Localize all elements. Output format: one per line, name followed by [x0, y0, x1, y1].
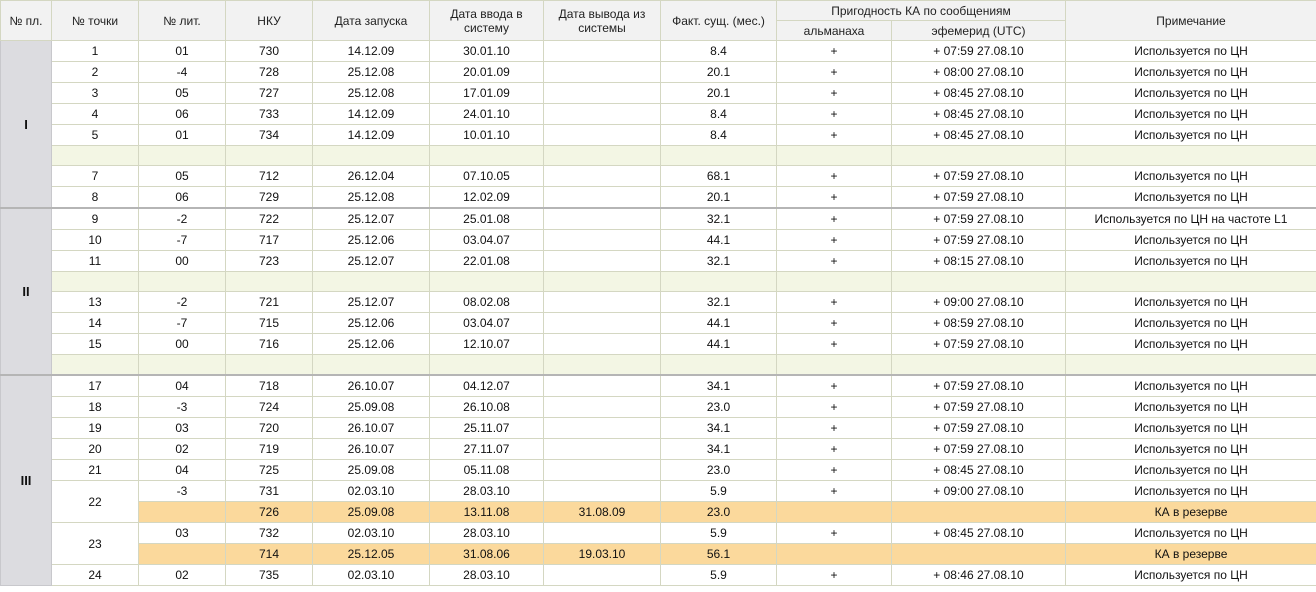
liter-cell: -2 — [139, 292, 226, 313]
commission-cell: 20.01.09 — [430, 62, 544, 83]
empty-slot-row — [1, 146, 1316, 166]
decommission-cell — [544, 375, 661, 397]
point-cell: 11 — [52, 251, 139, 272]
almanac-cell — [777, 502, 892, 523]
table-row — [1, 523, 1316, 544]
liter-cell: -2 — [139, 208, 226, 230]
nku-cell: 734 — [226, 125, 313, 146]
almanac-cell: + — [777, 125, 892, 146]
launch-cell: 25.09.08 — [313, 460, 430, 481]
commission-cell: 07.10.05 — [430, 166, 544, 187]
commission-cell: 04.12.07 — [430, 375, 544, 397]
decommission-cell — [544, 187, 661, 209]
liter-cell — [139, 544, 226, 565]
launch-cell: 14.12.09 — [313, 125, 430, 146]
liter-cell: -4 — [139, 62, 226, 83]
ephemeris-cell: + 07:59 27.08.10 — [892, 187, 1066, 209]
launch-cell: 25.12.05 — [313, 544, 430, 565]
note-cell: Используется по ЦН — [1066, 230, 1316, 251]
plane-label: II — [1, 208, 52, 375]
header-launch-date: Дата запуска — [313, 1, 430, 41]
liter-cell: 03 — [139, 418, 226, 439]
life-cell: 20.1 — [661, 62, 777, 83]
ephemeris-cell: + 07:59 27.08.10 — [892, 397, 1066, 418]
nku-cell: 732 — [226, 523, 313, 544]
decommission-cell — [544, 418, 661, 439]
commission-cell: 27.11.07 — [430, 439, 544, 460]
point-cell: 7 — [52, 166, 139, 187]
commission-cell: 28.03.10 — [430, 481, 544, 502]
note-cell: Используется по ЦН — [1066, 251, 1316, 272]
nku-cell: 714 — [226, 544, 313, 565]
ephemeris-cell: + 08:45 27.08.10 — [892, 104, 1066, 125]
almanac-cell: + — [777, 481, 892, 502]
note-cell: Используется по ЦН — [1066, 375, 1316, 397]
table-row — [1, 439, 1316, 460]
point-cell: 9 — [52, 208, 139, 230]
note-cell: Используется по ЦН — [1066, 166, 1316, 187]
ephemeris-cell: + 09:00 27.08.10 — [892, 292, 1066, 313]
commission-cell: 12.02.09 — [430, 187, 544, 209]
table-row — [1, 62, 1316, 83]
plane-label: I — [1, 41, 52, 209]
point-cell: 5 — [52, 125, 139, 146]
launch-cell: 26.10.07 — [313, 375, 430, 397]
commission-cell: 12.10.07 — [430, 334, 544, 355]
nku-cell: 725 — [226, 460, 313, 481]
liter-cell: 04 — [139, 460, 226, 481]
decommission-cell — [544, 208, 661, 230]
nku-cell: 715 — [226, 313, 313, 334]
almanac-cell — [777, 544, 892, 565]
decommission-cell — [544, 41, 661, 62]
point-cell: 21 — [52, 460, 139, 481]
header-note: Примечание — [1066, 1, 1316, 41]
commission-cell: 25.01.08 — [430, 208, 544, 230]
liter-cell: -3 — [139, 397, 226, 418]
nku-cell: 728 — [226, 62, 313, 83]
launch-cell: 26.10.07 — [313, 418, 430, 439]
launch-cell: 26.12.04 — [313, 166, 430, 187]
header-almanac: альманаха — [777, 21, 892, 41]
note-cell: Используется по ЦН — [1066, 41, 1316, 62]
table-row — [1, 104, 1316, 125]
liter-cell: -7 — [139, 313, 226, 334]
commission-cell: 10.01.10 — [430, 125, 544, 146]
commission-cell: 08.02.08 — [430, 292, 544, 313]
table-row — [1, 334, 1316, 355]
almanac-cell: + — [777, 313, 892, 334]
almanac-cell: + — [777, 334, 892, 355]
reserve-row — [1, 544, 1316, 565]
ephemeris-cell: + 08:45 27.08.10 — [892, 460, 1066, 481]
almanac-cell: + — [777, 62, 892, 83]
decommission-cell: 31.08.09 — [544, 502, 661, 523]
nku-cell: 727 — [226, 83, 313, 104]
table-row — [1, 397, 1316, 418]
decommission-cell — [544, 104, 661, 125]
decommission-cell — [544, 523, 661, 544]
table-row — [1, 83, 1316, 104]
decommission-cell — [544, 251, 661, 272]
ephemeris-cell: + 07:59 27.08.10 — [892, 334, 1066, 355]
decommission-cell — [544, 565, 661, 586]
life-cell: 5.9 — [661, 565, 777, 586]
note-cell: Используется по ЦН — [1066, 418, 1316, 439]
liter-cell: 01 — [139, 41, 226, 62]
almanac-cell: + — [777, 83, 892, 104]
liter-cell: 02 — [139, 439, 226, 460]
life-cell: 44.1 — [661, 334, 777, 355]
launch-cell: 25.12.06 — [313, 313, 430, 334]
life-cell: 34.1 — [661, 418, 777, 439]
point-cell: 20 — [52, 439, 139, 460]
life-cell: 8.4 — [661, 41, 777, 62]
point-cell: 23 — [52, 523, 139, 565]
life-cell: 8.4 — [661, 125, 777, 146]
life-cell: 32.1 — [661, 208, 777, 230]
nku-cell: 726 — [226, 502, 313, 523]
note-cell: Используется по ЦН — [1066, 565, 1316, 586]
almanac-cell: + — [777, 375, 892, 397]
table-row — [1, 481, 1316, 502]
launch-cell: 25.12.08 — [313, 62, 430, 83]
life-cell: 34.1 — [661, 375, 777, 397]
almanac-cell: + — [777, 418, 892, 439]
ephemeris-cell: + 08:45 27.08.10 — [892, 523, 1066, 544]
ephemeris-cell: + 07:59 27.08.10 — [892, 230, 1066, 251]
ephemeris-cell: + 08:59 27.08.10 — [892, 313, 1066, 334]
point-cell: 15 — [52, 334, 139, 355]
note-cell: Используется по ЦН — [1066, 523, 1316, 544]
header-plane: № пл. — [1, 1, 52, 41]
note-cell: Используется по ЦН на частоте L1 — [1066, 208, 1316, 230]
nku-cell: 721 — [226, 292, 313, 313]
ephemeris-cell: + 07:59 27.08.10 — [892, 166, 1066, 187]
point-cell: 10 — [52, 230, 139, 251]
launch-cell: 25.12.07 — [313, 292, 430, 313]
launch-cell: 25.09.08 — [313, 502, 430, 523]
decommission-cell — [544, 230, 661, 251]
ephemeris-cell: + 08:46 27.08.10 — [892, 565, 1066, 586]
point-cell: 4 — [52, 104, 139, 125]
almanac-cell: + — [777, 523, 892, 544]
life-cell: 20.1 — [661, 83, 777, 104]
commission-cell: 28.03.10 — [430, 565, 544, 586]
launch-cell: 25.12.06 — [313, 230, 430, 251]
liter-cell: 04 — [139, 375, 226, 397]
note-cell: Используется по ЦН — [1066, 397, 1316, 418]
note-cell: Используется по ЦН — [1066, 104, 1316, 125]
nku-cell: 730 — [226, 41, 313, 62]
commission-cell: 22.01.08 — [430, 251, 544, 272]
ephemeris-cell: + 08:45 27.08.10 — [892, 125, 1066, 146]
commission-cell: 05.11.08 — [430, 460, 544, 481]
ephemeris-cell: + 07:59 27.08.10 — [892, 208, 1066, 230]
liter-cell: -7 — [139, 230, 226, 251]
nku-cell: 718 — [226, 375, 313, 397]
almanac-cell: + — [777, 292, 892, 313]
note-cell: Используется по ЦН — [1066, 62, 1316, 83]
launch-cell: 14.12.09 — [313, 104, 430, 125]
nku-cell: 712 — [226, 166, 313, 187]
note-cell: Используется по ЦН — [1066, 481, 1316, 502]
launch-cell: 26.10.07 — [313, 439, 430, 460]
life-cell: 20.1 — [661, 187, 777, 209]
decommission-cell — [544, 439, 661, 460]
launch-cell: 25.12.08 — [313, 83, 430, 104]
point-cell: 24 — [52, 565, 139, 586]
note-cell: Используется по ЦН — [1066, 439, 1316, 460]
commission-cell: 28.03.10 — [430, 523, 544, 544]
decommission-cell — [544, 481, 661, 502]
liter-cell: 05 — [139, 83, 226, 104]
nku-cell: 719 — [226, 439, 313, 460]
point-cell: 1 — [52, 41, 139, 62]
nku-cell: 731 — [226, 481, 313, 502]
commission-cell: 03.04.07 — [430, 313, 544, 334]
life-cell: 23.0 — [661, 397, 777, 418]
header-decommission-date: Дата вывода из системы — [544, 1, 661, 41]
decommission-cell — [544, 125, 661, 146]
commission-cell: 17.01.09 — [430, 83, 544, 104]
point-cell: 3 — [52, 83, 139, 104]
launch-cell: 02.03.10 — [313, 565, 430, 586]
table-row — [1, 187, 1316, 209]
life-cell: 56.1 — [661, 544, 777, 565]
decommission-cell — [544, 83, 661, 104]
almanac-cell: + — [777, 251, 892, 272]
point-cell: 8 — [52, 187, 139, 209]
table-row — [1, 313, 1316, 334]
nku-cell: 720 — [226, 418, 313, 439]
life-cell: 23.0 — [661, 460, 777, 481]
commission-cell: 24.01.10 — [430, 104, 544, 125]
table-row — [1, 251, 1316, 272]
decommission-cell — [544, 397, 661, 418]
note-cell: КА в резерве — [1066, 502, 1316, 523]
note-cell: Используется по ЦН — [1066, 187, 1316, 209]
note-cell: Используется по ЦН — [1066, 313, 1316, 334]
commission-cell: 03.04.07 — [430, 230, 544, 251]
note-cell: Используется по ЦН — [1066, 334, 1316, 355]
ephemeris-cell: + 07:59 27.08.10 — [892, 439, 1066, 460]
header-nku: НКУ — [226, 1, 313, 41]
decommission-cell — [544, 334, 661, 355]
life-cell: 34.1 — [661, 439, 777, 460]
launch-cell: 02.03.10 — [313, 523, 430, 544]
commission-cell: 26.10.08 — [430, 397, 544, 418]
note-cell: Используется по ЦН — [1066, 460, 1316, 481]
empty-slot-row — [1, 272, 1316, 292]
decommission-cell — [544, 292, 661, 313]
almanac-cell: + — [777, 104, 892, 125]
ephemeris-cell: + 07:59 27.08.10 — [892, 41, 1066, 62]
point-cell: 2 — [52, 62, 139, 83]
commission-cell: 13.11.08 — [430, 502, 544, 523]
point-cell: 17 — [52, 375, 139, 397]
nku-cell: 717 — [226, 230, 313, 251]
decommission-cell — [544, 166, 661, 187]
header-liter: № лит. — [139, 1, 226, 41]
launch-cell: 25.12.07 — [313, 208, 430, 230]
ephemeris-cell — [892, 502, 1066, 523]
point-cell: 22 — [52, 481, 139, 523]
almanac-cell: + — [777, 460, 892, 481]
table-row — [1, 125, 1316, 146]
ephemeris-cell: + 08:00 27.08.10 — [892, 62, 1066, 83]
nku-cell: 733 — [226, 104, 313, 125]
launch-cell: 14.12.09 — [313, 41, 430, 62]
table-row — [1, 230, 1316, 251]
almanac-cell: + — [777, 565, 892, 586]
header-commission-date: Дата ввода в систему — [430, 1, 544, 41]
launch-cell: 25.12.07 — [313, 251, 430, 272]
note-cell: Используется по ЦН — [1066, 83, 1316, 104]
table-row — [1, 208, 1316, 230]
ephemeris-cell: + 07:59 27.08.10 — [892, 375, 1066, 397]
ephemeris-cell: + 08:45 27.08.10 — [892, 83, 1066, 104]
table-row — [1, 418, 1316, 439]
launch-cell: 25.09.08 — [313, 397, 430, 418]
table-row — [1, 460, 1316, 481]
nku-cell: 722 — [226, 208, 313, 230]
life-cell: 23.0 — [661, 502, 777, 523]
almanac-cell: + — [777, 439, 892, 460]
nku-cell: 716 — [226, 334, 313, 355]
commission-cell: 25.11.07 — [430, 418, 544, 439]
liter-cell — [139, 502, 226, 523]
liter-cell: 02 — [139, 565, 226, 586]
nku-cell: 735 — [226, 565, 313, 586]
note-cell: КА в резерве — [1066, 544, 1316, 565]
liter-cell: 06 — [139, 104, 226, 125]
header-actual-life: Факт. сущ. (мес.) — [661, 1, 777, 41]
ephemeris-cell — [892, 544, 1066, 565]
almanac-cell: + — [777, 187, 892, 209]
table-row — [1, 166, 1316, 187]
life-cell: 44.1 — [661, 230, 777, 251]
almanac-cell: + — [777, 166, 892, 187]
liter-cell: 06 — [139, 187, 226, 209]
liter-cell: 00 — [139, 251, 226, 272]
almanac-cell: + — [777, 230, 892, 251]
note-cell: Используется по ЦН — [1066, 125, 1316, 146]
almanac-cell: + — [777, 208, 892, 230]
header-point: № точки — [52, 1, 139, 41]
header-ephemeris: эфемерид (UTC) — [892, 21, 1066, 41]
table-row — [1, 375, 1316, 397]
ephemeris-cell: + 07:59 27.08.10 — [892, 418, 1066, 439]
life-cell: 5.9 — [661, 481, 777, 502]
life-cell: 44.1 — [661, 313, 777, 334]
life-cell: 68.1 — [661, 166, 777, 187]
ephemeris-cell: + 08:15 27.08.10 — [892, 251, 1066, 272]
plane-label: III — [1, 375, 52, 586]
almanac-cell: + — [777, 397, 892, 418]
almanac-cell: + — [777, 41, 892, 62]
table-row — [1, 565, 1316, 586]
point-cell: 19 — [52, 418, 139, 439]
liter-cell: 05 — [139, 166, 226, 187]
nku-cell: 724 — [226, 397, 313, 418]
liter-cell: 01 — [139, 125, 226, 146]
point-cell: 13 — [52, 292, 139, 313]
decommission-cell — [544, 313, 661, 334]
commission-cell: 31.08.06 — [430, 544, 544, 565]
reserve-row — [1, 502, 1316, 523]
note-cell: Используется по ЦН — [1066, 292, 1316, 313]
launch-cell: 02.03.10 — [313, 481, 430, 502]
liter-cell: 03 — [139, 523, 226, 544]
decommission-cell: 19.03.10 — [544, 544, 661, 565]
commission-cell: 30.01.10 — [430, 41, 544, 62]
nku-cell: 723 — [226, 251, 313, 272]
point-cell: 14 — [52, 313, 139, 334]
launch-cell: 25.12.06 — [313, 334, 430, 355]
table-row — [1, 292, 1316, 313]
decommission-cell — [544, 62, 661, 83]
ephemeris-cell: + 09:00 27.08.10 — [892, 481, 1066, 502]
empty-slot-row — [1, 355, 1316, 376]
life-cell: 32.1 — [661, 292, 777, 313]
life-cell: 8.4 — [661, 104, 777, 125]
nku-cell: 729 — [226, 187, 313, 209]
table-row — [1, 41, 1316, 62]
header-suitability: Пригодность КА по сообщениям — [777, 1, 1066, 21]
life-cell: 5.9 — [661, 523, 777, 544]
point-cell: 18 — [52, 397, 139, 418]
liter-cell: -3 — [139, 481, 226, 502]
life-cell: 32.1 — [661, 251, 777, 272]
decommission-cell — [544, 460, 661, 481]
liter-cell: 00 — [139, 334, 226, 355]
launch-cell: 25.12.08 — [313, 187, 430, 209]
